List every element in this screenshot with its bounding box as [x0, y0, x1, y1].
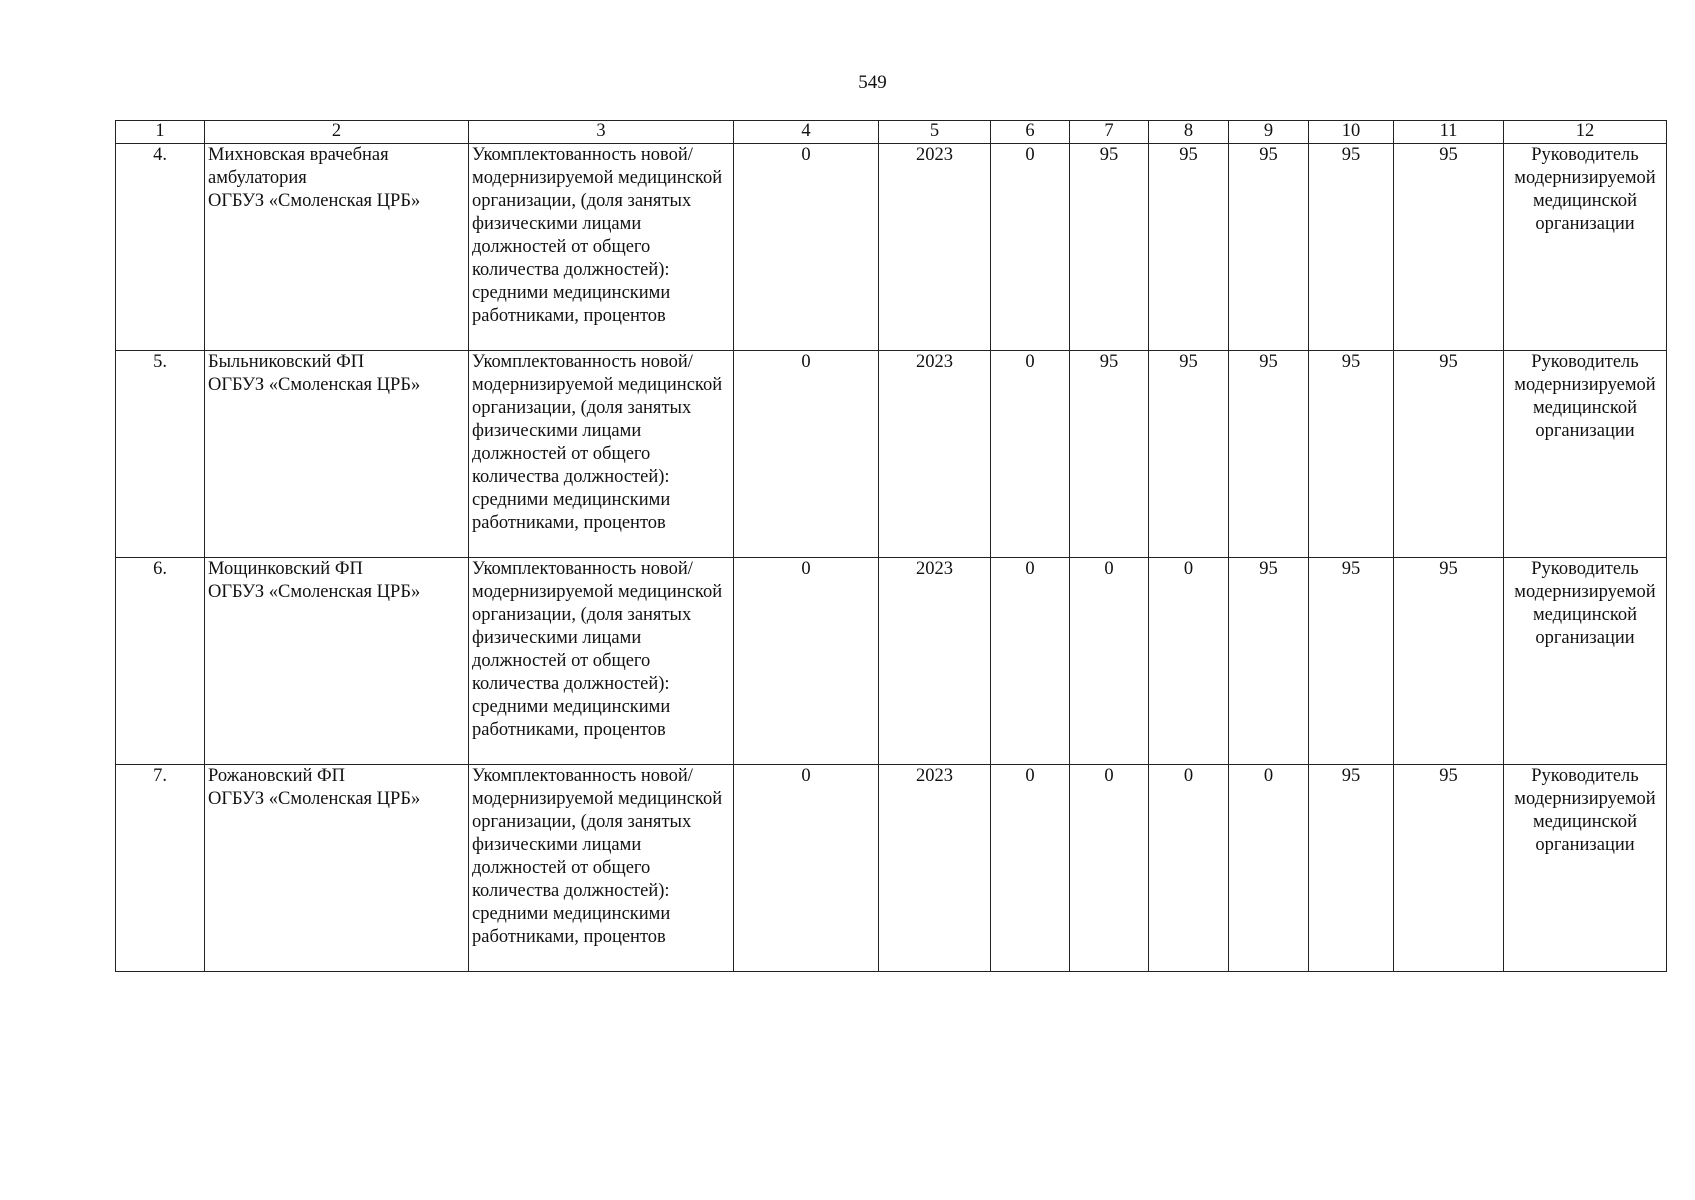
table-row: [116, 765, 1667, 972]
column-header: 6: [991, 121, 1070, 144]
base-value: 0: [734, 765, 879, 972]
row-number: 4.: [116, 144, 205, 351]
organization-name: Михновская врачебная амбулатория ОГБУЗ «Смоленская ЦРБ»: [205, 144, 469, 351]
base-value: 0: [734, 351, 879, 558]
year-value: 95: [1149, 351, 1229, 558]
year-value: 95: [1229, 558, 1309, 765]
year-value: 95: [1394, 351, 1504, 558]
year-value: 0: [1070, 558, 1149, 765]
year-value: 95: [1309, 558, 1394, 765]
base-value: 0: [734, 144, 879, 351]
year-value: 0: [991, 351, 1070, 558]
row-number: 5.: [116, 351, 205, 558]
table-body: [116, 144, 1667, 972]
year-value: 0: [1070, 765, 1149, 972]
organization-name: Мощинковский ФП ОГБУЗ «Смоленская ЦРБ»: [205, 558, 469, 765]
column-header: 11: [1394, 121, 1504, 144]
responsible-person: Руководитель модернизируемой медицинской организации: [1504, 351, 1667, 558]
year-value: 95: [1309, 144, 1394, 351]
column-header: 5: [879, 121, 991, 144]
responsible-person: Руководитель модернизируемой медицинской организации: [1504, 765, 1667, 972]
table-row: [116, 558, 1667, 765]
column-header: 3: [469, 121, 734, 144]
row-number: 6.: [116, 558, 205, 765]
table-row: [116, 144, 1667, 351]
row-number: 7.: [116, 765, 205, 972]
year-value: 0: [1229, 765, 1309, 972]
organization-name: Быльниковский ФП ОГБУЗ «Смоленская ЦРБ»: [205, 351, 469, 558]
base-year: 2023: [879, 144, 991, 351]
year-value: 95: [1394, 558, 1504, 765]
year-value: 95: [1149, 144, 1229, 351]
year-value: 0: [1149, 558, 1229, 765]
header-row: [116, 121, 1667, 144]
column-header: 2: [205, 121, 469, 144]
year-value: 95: [1070, 144, 1149, 351]
year-value: 95: [1070, 351, 1149, 558]
indicator-name: Укомплектованность новой/модернизируемой медицинской организации, (доля занятых физическими лицами должностей от общего количества должностей): средними медицинскими работниками, процентов: [469, 144, 734, 351]
responsible-person: Руководитель модернизируемой медицинской организации: [1504, 144, 1667, 351]
year-value: 95: [1394, 765, 1504, 972]
year-value: 0: [991, 144, 1070, 351]
indicator-name: Укомплектованность новой/модернизируемой медицинской организации, (доля занятых физическими лицами должностей от общего количества должностей): средними медицинскими работниками, процентов: [469, 351, 734, 558]
year-value: 0: [991, 558, 1070, 765]
column-header: 9: [1229, 121, 1309, 144]
column-header: 1: [116, 121, 205, 144]
column-header: 12: [1504, 121, 1667, 144]
column-header: 7: [1070, 121, 1149, 144]
year-value: 95: [1309, 765, 1394, 972]
year-value: 95: [1229, 144, 1309, 351]
column-header: 8: [1149, 121, 1229, 144]
year-value: 95: [1229, 351, 1309, 558]
table-row: [116, 351, 1667, 558]
responsible-person: Руководитель модернизируемой медицинской организации: [1504, 558, 1667, 765]
year-value: 95: [1394, 144, 1504, 351]
indicator-name: Укомплектованность новой/модернизируемой медицинской организации, (доля занятых физическими лицами должностей от общего количества должностей): средними медицинскими работниками, процентов: [469, 558, 734, 765]
base-value: 0: [734, 558, 879, 765]
column-header: 4: [734, 121, 879, 144]
indicator-name: Укомплектованность новой/модернизируемой медицинской организации, (доля занятых физическими лицами должностей от общего количества должностей): средними медицинскими работниками, процентов: [469, 765, 734, 972]
page-number: 549: [858, 72, 887, 93]
base-year: 2023: [879, 351, 991, 558]
indicators-table: [115, 120, 1667, 972]
year-value: 95: [1309, 351, 1394, 558]
organization-name: Рожановский ФП ОГБУЗ «Смоленская ЦРБ»: [205, 765, 469, 972]
year-value: 0: [991, 765, 1070, 972]
base-year: 2023: [879, 765, 991, 972]
column-header: 10: [1309, 121, 1394, 144]
base-year: 2023: [879, 558, 991, 765]
year-value: 0: [1149, 765, 1229, 972]
